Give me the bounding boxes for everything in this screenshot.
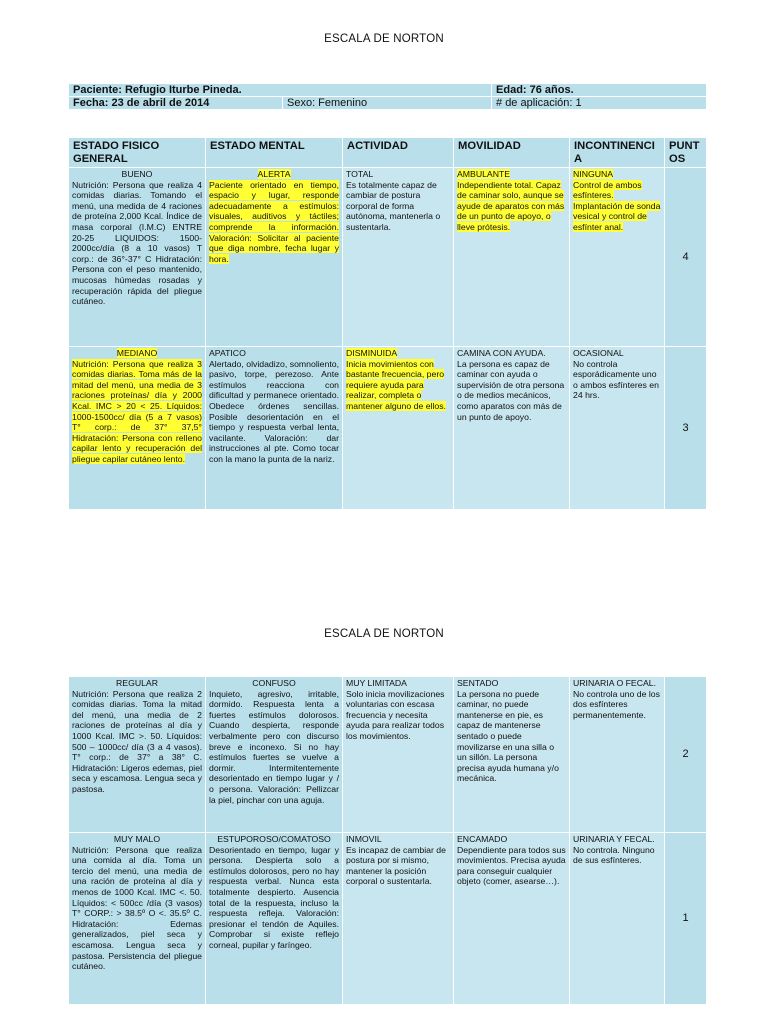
patient-name: Paciente: Refugio Iturbe Pineda. — [69, 84, 492, 97]
cell-incontinencia — [570, 833, 665, 1005]
level-name: MUY LIMITADA — [346, 678, 407, 688]
cell-movilidad — [454, 677, 570, 833]
cell-fisico — [69, 677, 206, 833]
page-title: ESCALA DE NORTON — [324, 628, 444, 640]
cell-text: Inquieto, agresivo, irritable, dormido. Respuesta lenta a fuertes estímulos dolorosos. Cuando despierta, responde verbalmente pero con discurso breve e inconexo. Si no hay estímulos fuertes se vuelve a dormir. Intermitentemente desorientado en tiempo lugar y / o persona. Valoración: Pellizcar la piel, pinchar con una aguja. — [209, 688, 339, 805]
level-name: URINARIA Y FECAL. — [573, 834, 655, 844]
cell-mental — [206, 347, 343, 510]
level-name: MEDIANO — [116, 348, 158, 358]
level-name: AMBULANTE — [457, 169, 511, 179]
cell-text: Nutrición: Persona que realiza una comida al día. Toma un tercio del menú, una media de una ración de proteína al día y menos de 1000 Kcal. IMC <. 50. Líquidos: < 500cc /día (3 vasos) T° CORP.: > 38.5º O <. 35.5º C. Hidratación: Edemas generalizados, piel seca y escamosa. Lengua seca y pastosa. Persistencia del pliegue cutáneo. — [72, 844, 202, 972]
cell-fisico — [69, 347, 206, 510]
level-name: APATICO — [209, 348, 246, 358]
score-cell: 2 — [665, 677, 707, 833]
cell-text: Nutrición: Persona que realiza 2 comidas diarias. Toma la mitad del menú, una media de 2 raciones de proteínas al día y 1000 Kcal. IMC >. 50. Líquidos: 500 – 1000cc/ día (3 a 4 vasos). T° corp.: de 37° a 38° C. Hidratación: Ligeros edemas, piel seca y escamosa. Lengua seca y pastosa. — [72, 688, 202, 794]
header-estado-mental: ESTADO MENTAL — [206, 138, 343, 168]
cell-text: Nutrición: Persona que realiza 3 comidas diarias. Toma más de la mitad del menú, una media de 3 raciones proteínas/ día y 2000 Kcal. IMC > 20 < 25. Líquidos: 1000-1500cc/ día (5 a 7 vasos) T° corp.: de 37° 37,5° Hidratación: Persona con relleno capilar lento y recuperación del pliegue capilar cutáneo lento. — [72, 358, 202, 464]
table-row — [69, 347, 707, 510]
level-name: INMOVIL — [346, 834, 382, 844]
cell-incontinencia — [570, 347, 665, 510]
level-name: OCASIONAL — [573, 348, 624, 358]
cell-incontinencia — [570, 677, 665, 833]
cell-text: No controla. Ninguno de sus esfínteres. — [573, 844, 655, 866]
table-row — [69, 833, 707, 1005]
header-puntos: PUNTOS — [665, 138, 707, 168]
level-name: TOTAL — [346, 169, 374, 179]
cell-fisico — [69, 833, 206, 1005]
cell-text: Es incapaz de cambiar de postura por si mismo, mantener la posición corporal o sustentarla. — [346, 844, 446, 887]
cell-text: Paciente orientado en tiempo, espacio y lugar, responde adecuadamente a estímulos: visuales, auditivos y táctiles; comprende la información. Valoración: Solicitar al paciente que diga nombre, fecha lugar y hora. — [209, 179, 339, 264]
cell-text: Nutrición: Persona que realiza 4 comidas diarias. Tomando el menú, una medida de 4 raciones de proteína 2,000 Kcal. Índice de masa corporal (I.M.C) ENTRE 20-25 LIQUIDOS: 1500-2000cc/día (8 a 10 vasos) T corp.: de 36°-37° C Hidratación: Persona con el peso mantenido, mucosas húmedas rosadas y recuperación rápida del pliegue cutáneo. — [72, 179, 202, 307]
level-name: MUY MALO — [113, 834, 161, 844]
cell-mental — [206, 677, 343, 833]
norton-table-part-2 — [68, 676, 707, 1005]
cell-movilidad — [454, 833, 570, 1005]
cell-text: No controla esporádicamente uno o ambos esfínteres en 24 hrs. — [573, 358, 659, 401]
header-incontinencia: INCONTINENCIA — [570, 138, 665, 168]
level-name: ENCAMADO — [457, 834, 508, 844]
table-row — [69, 168, 707, 347]
level-name: CAMINA CON AYUDA. — [457, 348, 546, 358]
level-name: BUENO — [121, 169, 153, 179]
level-name: DISMINUIDA — [346, 348, 398, 358]
cell-text: Desorientado en tiempo, lugar y persona. Despierta solo a estímulos dolorosos, pero no hay respuesta verbal. Nunca esta totalmente despierto. Ausencia total de la respuesta, incluso la respuesta refleja. Valoración: presionar el tendón de Aquiles. Comprobar si existe reflejo corneal, pupilar y faríngeo. — [209, 844, 339, 950]
cell-actividad — [343, 168, 454, 347]
patient-info-table — [68, 83, 707, 110]
level-name: REGULAR — [116, 678, 158, 688]
cell-text: Es totalmente capaz de cambiar de postura corporal de forma autónoma, mantenerla o sustentarla. — [346, 179, 441, 232]
level-name: URINARIA O FECAL. — [573, 678, 657, 688]
cell-incontinencia — [570, 168, 665, 347]
cell-mental — [206, 833, 343, 1005]
score-cell: 4 — [665, 168, 707, 347]
evaluation-date: Fecha: 23 de abril de 2014 — [69, 97, 283, 110]
cell-text: Dependiente para todos sus movimientos. Precisa ayuda para conseguir cualquier objeto (comer, asearse…). — [457, 844, 566, 887]
cell-text: La persona es capaz de caminar con ayuda o supervisión de otra persona o de medios mecánicos, como aparatos con más de un punto de apoyo. — [457, 358, 565, 422]
cell-mental — [206, 168, 343, 347]
patient-sex: Sexo: Femenino — [283, 97, 492, 110]
level-name: CONFUSO — [252, 678, 296, 688]
page-title: ESCALA DE NORTON — [324, 33, 444, 45]
header-actividad: ACTIVIDAD — [343, 138, 454, 168]
cell-text: La persona no puede caminar, no puede mantenerse en pie, es capaz de mantenerse sentado o puede movilizarse en una silla o un sillón. La persona precisa ayuda humana y/o mecánica. — [457, 688, 559, 784]
norton-table-part-1 — [68, 137, 707, 510]
patient-age: Edad: 76 años. — [492, 84, 707, 97]
cell-fisico — [69, 168, 206, 347]
level-name: ESTUPOROSO/COMATOSO — [217, 834, 331, 844]
score-cell: 1 — [665, 833, 707, 1005]
cell-actividad — [343, 347, 454, 510]
header-movilidad: MOVILIDAD — [454, 138, 570, 168]
cell-movilidad — [454, 347, 570, 510]
level-name: NINGUNA — [573, 169, 614, 179]
cell-movilidad — [454, 168, 570, 347]
table-row — [69, 677, 707, 833]
header-estado-fisico: ESTADO FISICO GENERAL — [69, 138, 206, 168]
cell-actividad — [343, 833, 454, 1005]
cell-text: No controla uno de los dos esfínteres permanentemente. — [573, 688, 660, 720]
cell-text: Inicia movimientos con bastante frecuencia, pero requiere ayuda para realizar, completa o mantener alguno de ellos. — [346, 358, 446, 411]
cell-text: Independiente total. Capaz de caminar solo, aunque se ayude de aparatos con más de un punto de apoyo, o lleve prótesis. — [457, 179, 565, 232]
cell-text: Control de ambos esfínteres. Implantación de sonda vesical y control de esfínter anal. — [573, 179, 661, 232]
application-number: # de aplicación: 1 — [492, 97, 707, 110]
cell-text: Solo inicia movilizaciones voluntarias con escasa frecuencia y necesita ayuda para realizar todos los movimientos. — [346, 688, 445, 741]
cell-text: Alertado, olvidadizo, somnoliento, pasivo, torpe, perezoso. Ante estímulos reacciona con dificultad y permanece orientado. Obedece órdenes sencillas. Posible desorientación en el tiempo y respuesta verbal lenta, vacilante. Valoración: dar instrucciones al pte. Como tocar con la mano la punta de la nariz. — [209, 358, 339, 464]
level-name: ALERTA — [257, 169, 291, 179]
level-name: SENTADO — [457, 678, 499, 688]
cell-actividad — [343, 677, 454, 833]
score-cell: 3 — [665, 347, 707, 510]
